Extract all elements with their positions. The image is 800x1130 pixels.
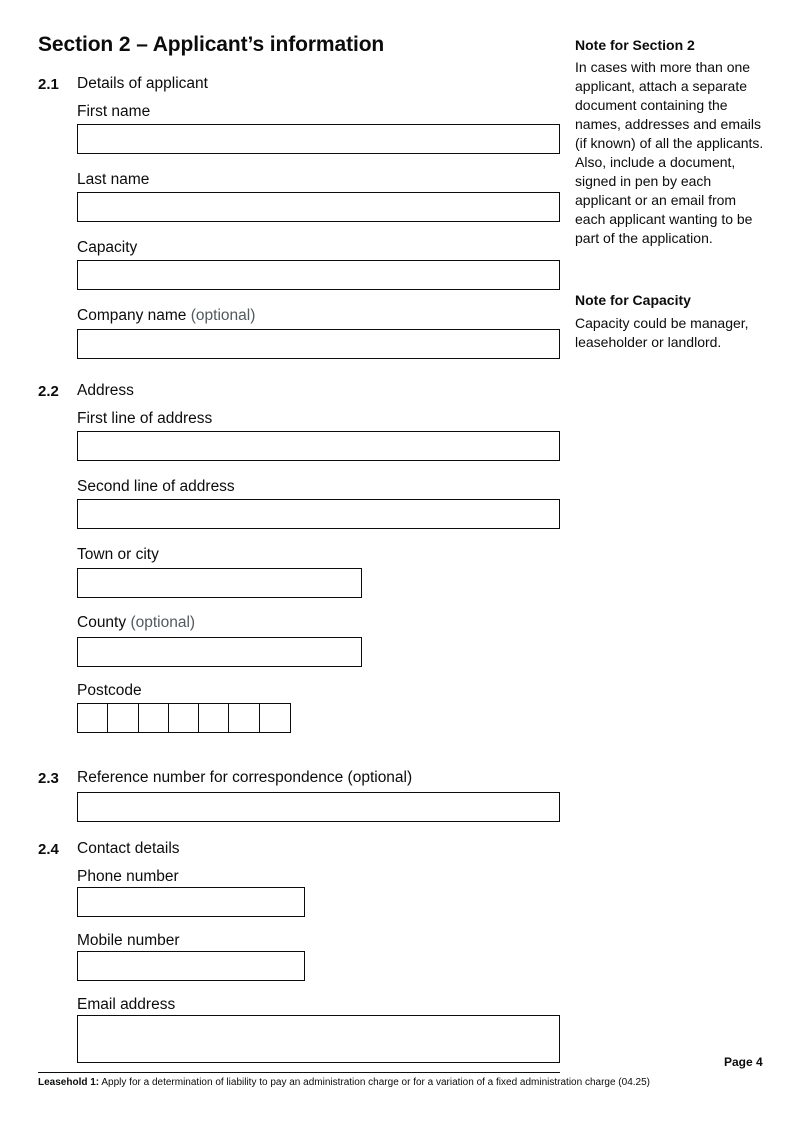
section-number-2-4: 2.4 [38, 841, 59, 858]
town-label: Town or city [77, 546, 159, 563]
section-title-contact: Contact details [77, 840, 180, 857]
section-title-address: Address [77, 382, 134, 399]
reference-input[interactable] [77, 792, 560, 822]
postcode-cell[interactable] [169, 704, 199, 732]
mobile-label: Mobile number [77, 932, 180, 949]
first-name-input[interactable] [77, 124, 560, 154]
note-capacity-text: Capacity could be manager, leaseholder or landlord. [575, 315, 749, 350]
postcode-cell[interactable] [78, 704, 108, 732]
footer-form-name: Leasehold 1: [38, 1077, 100, 1088]
footer-text [38, 1077, 650, 1088]
section-title-reference: Reference number for correspondence (optional) [77, 769, 413, 786]
postcode-label: Postcode [77, 682, 142, 699]
town-input[interactable] [77, 568, 362, 598]
postcode-cell[interactable] [199, 704, 229, 732]
address-line2-label: Second line of address [77, 478, 235, 495]
last-name-input[interactable] [77, 192, 560, 222]
postcode-input[interactable] [77, 703, 291, 733]
page-number: Page 4 [724, 1055, 763, 1069]
capacity-input[interactable] [77, 260, 560, 290]
page-title: Section 2 – Applicant’s information [38, 33, 385, 56]
footer-description: Apply for a determination of liability to pay an administration charge or for a variation of a fixed administration charge (04.25) [99, 1077, 650, 1088]
email-input[interactable] [77, 1015, 560, 1063]
first-name-label: First name [77, 103, 151, 120]
county-label-text: County [77, 614, 127, 631]
last-name-label: Last name [77, 171, 150, 188]
footer-divider [38, 1072, 560, 1073]
postcode-cell[interactable] [260, 704, 290, 732]
postcode-cell[interactable] [229, 704, 259, 732]
email-label: Email address [77, 996, 176, 1013]
address-line2-input[interactable] [77, 499, 560, 529]
capacity-label: Capacity [77, 239, 138, 256]
section-title-details: Details of applicant [77, 75, 208, 92]
note-section2-heading: Note for Section 2 [575, 37, 695, 53]
phone-input[interactable] [77, 887, 305, 917]
section-number-2-2: 2.2 [38, 383, 59, 400]
note-section2-text: In cases with more than one applicant, attach a separate document containing the names, addresses and emails (if known) of all the applicants. Also, include a document, signed in pen by each applicant or an email from each applicant wanting to be part of the application. [575, 59, 764, 246]
section-number-2-1: 2.1 [38, 76, 59, 93]
note-capacity-heading: Note for Capacity [575, 292, 691, 308]
address-line1-input[interactable] [77, 431, 560, 461]
county-label [77, 614, 195, 632]
mobile-input[interactable] [77, 951, 305, 981]
postcode-cell[interactable] [108, 704, 138, 732]
section-number-2-3: 2.3 [38, 770, 59, 787]
optional-tag: (optional) [130, 614, 196, 631]
phone-label: Phone number [77, 868, 179, 885]
address-line1-label: First line of address [77, 410, 213, 427]
company-name-label-text: Company name [77, 307, 187, 324]
optional-tag: (optional) [190, 307, 256, 324]
company-name-label [77, 307, 255, 325]
county-input[interactable] [77, 637, 362, 667]
company-name-input[interactable] [77, 329, 560, 359]
postcode-cell[interactable] [139, 704, 169, 732]
